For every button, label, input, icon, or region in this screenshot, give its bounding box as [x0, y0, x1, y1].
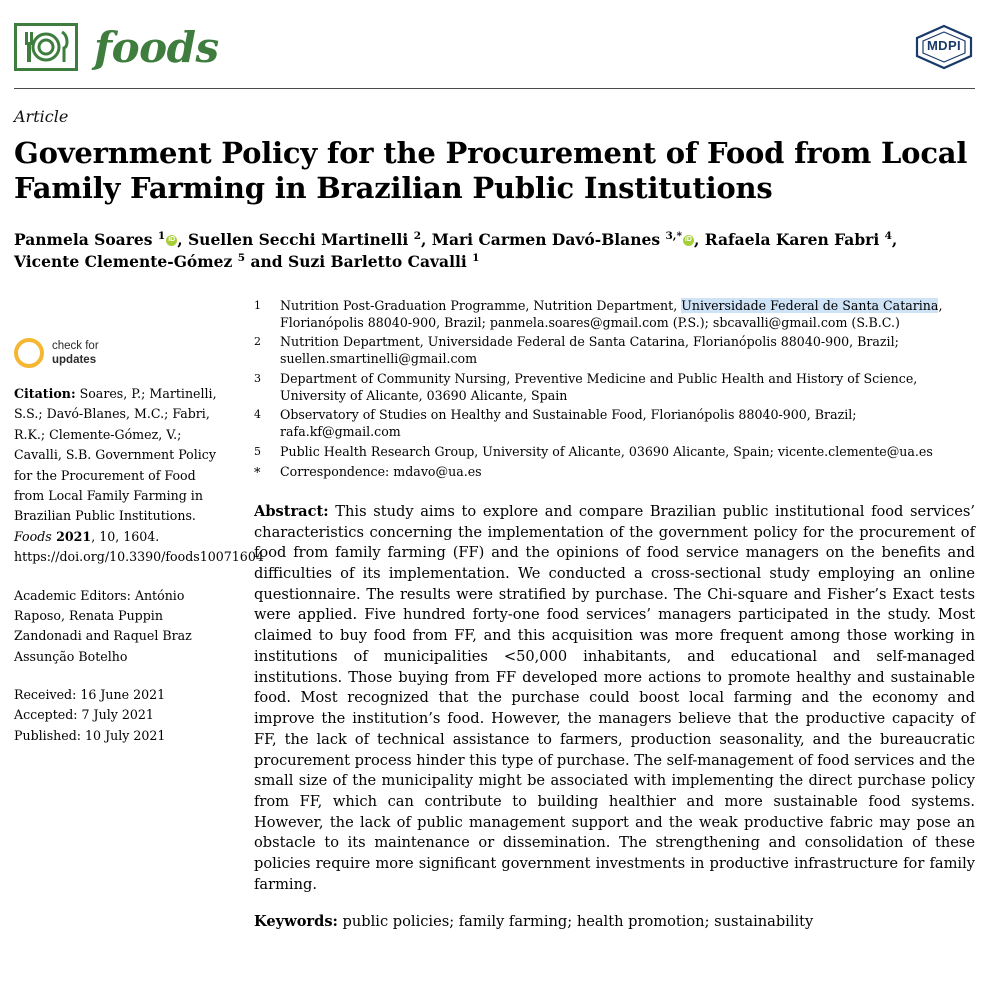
- abstract-label: Abstract:: [254, 502, 329, 520]
- affiliation-number: 4: [254, 408, 261, 422]
- affiliation-text: [280, 407, 975, 440]
- author-list: Panmela Soares $^1$ iD , Suellen Secchi Martinelli $^2$, Mari Carmen Davó-Blanes $^{3,*}$ iD , Rafaela Karen Fabri $^4$, Vicente Clemente-Gómez $^5$ and Suzi Barletto Cavalli $^1$: [14, 229, 954, 274]
- affiliation-line2: University of Alicante, 03690 Alicante, Spain: [280, 387, 568, 403]
- affiliation-highlight: Universidade Federal de Santa Catarina: [681, 298, 939, 313]
- header-divider: [14, 88, 975, 89]
- affiliation-item: [254, 298, 975, 331]
- date-accepted: Accepted: 7 July 2021: [14, 707, 154, 723]
- article-type: Article: [14, 107, 69, 126]
- crossmark-icon: [14, 338, 44, 368]
- affiliation-line-pre: Observatory of Studies on Healthy and Sustainable Food, Florianópolis 88040-900, Brazil; rafa.kf@gmail.com: [280, 407, 857, 440]
- affiliation-item-correspondence: [254, 464, 975, 482]
- mdpi-logo: [913, 24, 975, 70]
- keywords-label: Keywords:: [254, 912, 338, 930]
- affiliation-line2: suellen.smartinelli@gmail.com: [280, 351, 478, 367]
- citation-block: [14, 384, 264, 568]
- journal-branding: [14, 23, 219, 72]
- publication-dates: [14, 685, 222, 746]
- affiliation-line-pre: Nutrition Post-Graduation Programme, Nutrition Department,: [280, 298, 682, 313]
- abstract-section: [254, 502, 975, 896]
- affiliation-item: [254, 371, 975, 404]
- affiliation-line-pre: Public Health Research Group, University of Alicante, 03690 Alicante, Spain; vicente.clemente@ua.es: [280, 443, 933, 459]
- main-column: [238, 296, 975, 932]
- date-received: Received: 16 June 2021: [14, 687, 166, 703]
- journal-title: foods: [94, 22, 219, 72]
- affiliation-item: [254, 444, 975, 461]
- affiliation-number: 1: [254, 299, 261, 312]
- citation-label: Citation:: [14, 386, 76, 401]
- check-for-updates-label: [52, 339, 99, 368]
- affiliation-number: *: [254, 465, 261, 481]
- keywords-text: public policies; family farming; health promotion; sustainability: [337, 912, 814, 930]
- affiliation-line2: Florianópolis 88040-900, Brazil; panmela.soares@gmail.com (P.S.); sbcavalli@gmail.com (S.B.C.): [280, 314, 900, 330]
- affiliation-text: [280, 334, 975, 367]
- abstract-text: This study aims to explore and compare Brazilian public institutional food services’ characteristics concerning the implementation of the government policy for the procurement of food from family farming (FF) and the opinions of food service managers on the benefits and difficulties of its implementation. We conducted a cross-sectional study employing an online questionnaire. The results were stratified by purchase. The Chi-square and Fisher’s Exact tests were applied. Five hundred forty-one food services’ managers participated in the study. Most claimed to buy food from FF, and this acquisition was more frequent among those working in institutions of municipalities <50,000 inhabitants, and educational and self-managed institutions. Those buying from FF developed more actions to promote healthy and sustainable food. Most recognized that the purchase could boost local farming and the economy and improve the institution’s food. However, the managers believe that the productive capacity of FF, the lack of technical assistance to farmers, production seasonality, and the bureaucratic procurement process hinder this type of purchase. The self-management of food services and the small size of the municipality might be associated with implementing the direct purchase policy from FF, which can contribute to building healthier and more sustainable food systems. However, the lack of public management support and the weak productive fabric may pose an obstacle to its maintenance or dissemination. The strengthening and consolidation of these policies require more significant government investments in productive infrastructure for family farming.: [254, 502, 975, 893]
- plate-fork-knife-icon: [14, 23, 78, 71]
- affiliation-line-post: ,: [938, 298, 943, 313]
- citation-text: Soares, P.; Martinelli, S.S.; Davó-Blanes, M.C.; Fabri, R.K.; Clemente-Gómez, V.; Cavalli, S.B. Government Policy for the Procurement of Food from Local Family Farming in Brazilian Public Institutions.: [14, 386, 217, 524]
- check-updates-line2: updates: [52, 354, 97, 366]
- citation-journal: Foods: [14, 528, 52, 544]
- affiliation-text: [280, 444, 975, 461]
- page-title: Government Policy for the Procurement of Food from Local Family Farming in Brazilian Public Institutions: [14, 136, 968, 206]
- affiliation-text: [280, 298, 975, 331]
- date-published: Published: 10 July 2021: [14, 727, 166, 743]
- affiliation-item: [254, 334, 975, 367]
- body-area: [14, 296, 975, 932]
- mdpi-logo-text: MDPI: [926, 38, 962, 53]
- academic-editors: Academic Editors: António Raposo, Renata Puppin Zandonadi and Raquel Braz Assunção Botelho: [14, 587, 192, 664]
- citation-year: 2021: [51, 528, 92, 544]
- masthead: [14, 0, 975, 80]
- affiliation-line-pre: Nutrition Department, Universidade Federal de Santa Catarina, Florianópolis 88040-900, Brazil;: [280, 334, 899, 350]
- affiliation-list: [254, 298, 975, 482]
- affiliation-item: [254, 407, 975, 440]
- affiliation-text: [280, 371, 975, 404]
- affiliation-number: 2: [254, 335, 261, 349]
- sidebar-column: [14, 296, 264, 932]
- affiliation-number: 5: [254, 444, 261, 458]
- keywords-section: [254, 912, 975, 933]
- citation-rest: , 10, 1604. https://doi.org/10.3390/foods10071604: [14, 528, 264, 565]
- affiliation-line-pre: Correspondence: mdavo@ua.es: [280, 463, 482, 479]
- affiliation-number: 3: [254, 371, 261, 385]
- affiliation-text: [280, 464, 975, 482]
- check-for-updates-badge[interactable]: [14, 338, 222, 368]
- check-updates-line1: check for: [52, 339, 99, 352]
- affiliation-line-pre: Department of Community Nursing, Preventive Medicine and Public Health and History of Science,: [280, 370, 918, 386]
